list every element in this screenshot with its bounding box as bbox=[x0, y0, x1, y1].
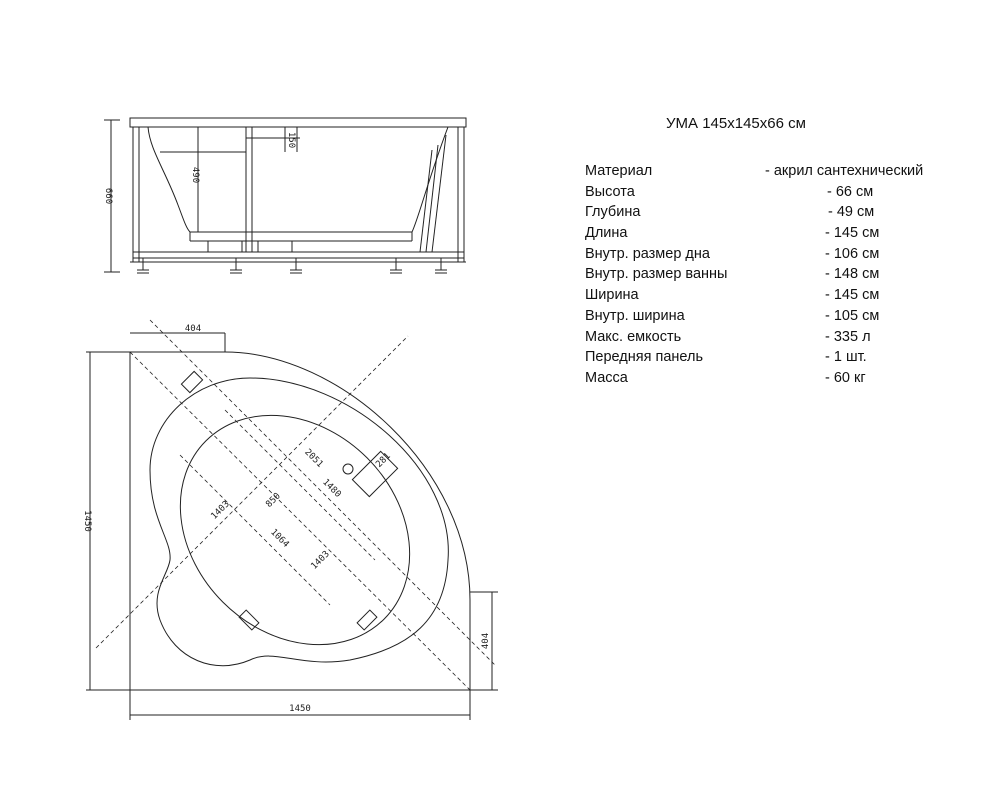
top-offset-dim: 404 bbox=[184, 324, 202, 334]
top-view bbox=[86, 320, 498, 720]
spec-value: - 60 кг bbox=[825, 369, 866, 386]
dim-e: 281 bbox=[374, 451, 393, 470]
dim-b: 850 bbox=[264, 491, 283, 510]
dim-c: 1064 bbox=[268, 527, 291, 550]
side-view bbox=[104, 118, 466, 273]
diag-dim: 1480 bbox=[320, 477, 343, 500]
spec-value: - 145 см bbox=[825, 225, 880, 242]
spec-label: Длина bbox=[585, 225, 628, 242]
spec-value: - акрил сантехнический bbox=[765, 163, 924, 179]
side-step-dim: 150 bbox=[286, 131, 296, 149]
dim-a: 1403 bbox=[209, 499, 232, 522]
side-height-dim: 660 bbox=[103, 187, 113, 205]
spec-label: Глубина bbox=[585, 204, 641, 221]
spec-label: Материал bbox=[585, 163, 653, 179]
spec-value: - 335 л bbox=[825, 328, 871, 345]
top-height-dim: 1450 bbox=[82, 510, 92, 532]
spec-label: Передняя панель bbox=[585, 349, 704, 366]
dim-d: 1403 bbox=[309, 549, 332, 572]
spec-label: Внутр. ширина bbox=[585, 307, 685, 324]
spec-label: Масса bbox=[585, 369, 628, 386]
spec-value: - 1 шт. bbox=[825, 349, 867, 366]
spec-value: - 106 см bbox=[825, 245, 880, 262]
spec-value: - 105 см bbox=[825, 307, 880, 324]
top-width-dim: 1450 bbox=[289, 704, 311, 714]
spec-value: - 148 см bbox=[825, 266, 880, 283]
spec-value: - 66 см bbox=[827, 183, 874, 200]
spec-value: - 145 см bbox=[825, 287, 880, 304]
spec-label: Высота bbox=[585, 183, 635, 200]
inner-length-dim: 2051 bbox=[302, 447, 325, 470]
spec-label: Внутр. размер дна bbox=[585, 245, 710, 262]
spec-label: Ширина bbox=[585, 287, 639, 304]
spec-label: Внутр. размер ванны bbox=[585, 266, 728, 283]
spec-label: Макс. емкость bbox=[585, 328, 682, 345]
side-depth-dim: 490 bbox=[190, 166, 200, 184]
spec-value: - 49 см bbox=[828, 204, 875, 221]
right-offset-dim: 404 bbox=[481, 632, 491, 650]
product-title: УМА 145х145х66 см bbox=[666, 115, 806, 132]
